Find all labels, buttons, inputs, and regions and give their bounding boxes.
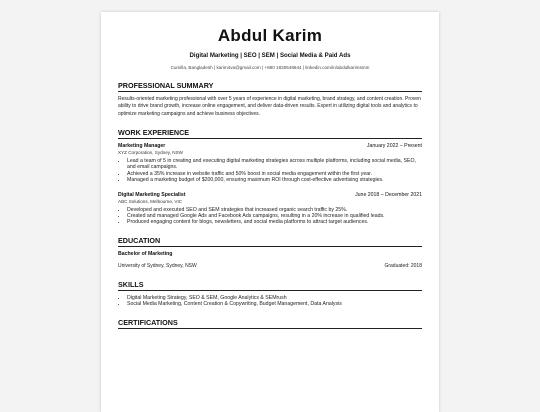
job-bullets <box>118 158 422 184</box>
job-bullet: • Produced engaging content for blogs, newsletters, and social media platforms to attract target audiences. <box>127 219 422 225</box>
section-divider <box>118 246 422 247</box>
job-dates: January 2022 – Present <box>366 142 422 149</box>
section-title-summary: PROFESSIONAL SUMMARY <box>118 81 214 90</box>
skills-list <box>118 295 422 308</box>
section-divider <box>118 138 422 139</box>
section-title-certifications: CERTIFICATIONS <box>118 317 178 327</box>
resume-page <box>101 12 439 412</box>
section-title-skills: SKILLS <box>118 279 144 289</box>
job-entry <box>118 192 422 226</box>
job-bullet: • Managed a marketing budget of $200,000, ensuring maximum ROI through cost-effective advertising strategies. <box>127 177 422 183</box>
resume-headline: Digital Marketing | SEO | SEM | Social Media & Paid Ads <box>189 52 351 59</box>
job-role: Marketing Manager <box>118 142 166 149</box>
job-bullets <box>118 207 422 226</box>
job-bullet: • Created and managed Google Ads and Facebook Ads campaigns, resulting in a 20% increase in qualified leads. <box>127 213 422 219</box>
job-organization: ABC Solutions, Melbourne, VIC <box>118 198 183 204</box>
education-status: Graduated: 2018 <box>384 262 422 269</box>
section-divider <box>118 91 422 92</box>
contact-line: Cumilla, Bangladesh | karim4va@gmail.com | +880 1830548844 | linkedin.com/in/abdulkarimsmm <box>170 65 370 70</box>
job-dates: June 2018 – December 2021 <box>355 191 422 198</box>
job-bullet: • Achieved a 35% increase in website traffic and 50% boost in social media engagement within the first year. <box>127 171 422 177</box>
job-entry <box>118 143 422 184</box>
job-bullet: • Developed and executed SEO and SEM strategies that increased organic search traffic by 25%. <box>127 207 422 213</box>
resume-name: Abdul Karim <box>217 26 323 45</box>
section-title-education: EDUCATION <box>118 235 161 245</box>
skill-item: • Social Media Marketing, Content Creation & Copywriting, Budget Management, Data Analysis <box>127 301 422 307</box>
section-title-experience: WORK EXPERIENCE <box>118 127 190 137</box>
summary-text: Results-oriented marketing professional with over 5 years of experience in digital marketing, brand strategy, and content creation. Proven ability to drive brand growth, increase online engagement, and deliver data-driven results. Expert in utilizing digital tools and analytics to optimize marketing campaigns and achieve business objectives. <box>118 96 421 117</box>
section-divider <box>118 328 422 329</box>
section-divider <box>118 290 422 291</box>
job-role: Digital Marketing Specialist <box>118 191 186 198</box>
job-bullet: • Lead a team of 5 in creating and executing digital marketing strategies across multiple platforms, including social media, SEO, and email campaigns. <box>127 158 422 171</box>
job-organization: XYZ Corporation, Sydney, NSW <box>118 149 184 155</box>
education-degree: Bachelor of Marketing <box>118 250 173 257</box>
skill-item: • Digital Marketing Strategy, SEO & SEM, Google Analytics & SEMrush <box>127 295 422 301</box>
education-school: University of Sydney, Sydney, NSW <box>118 262 197 269</box>
